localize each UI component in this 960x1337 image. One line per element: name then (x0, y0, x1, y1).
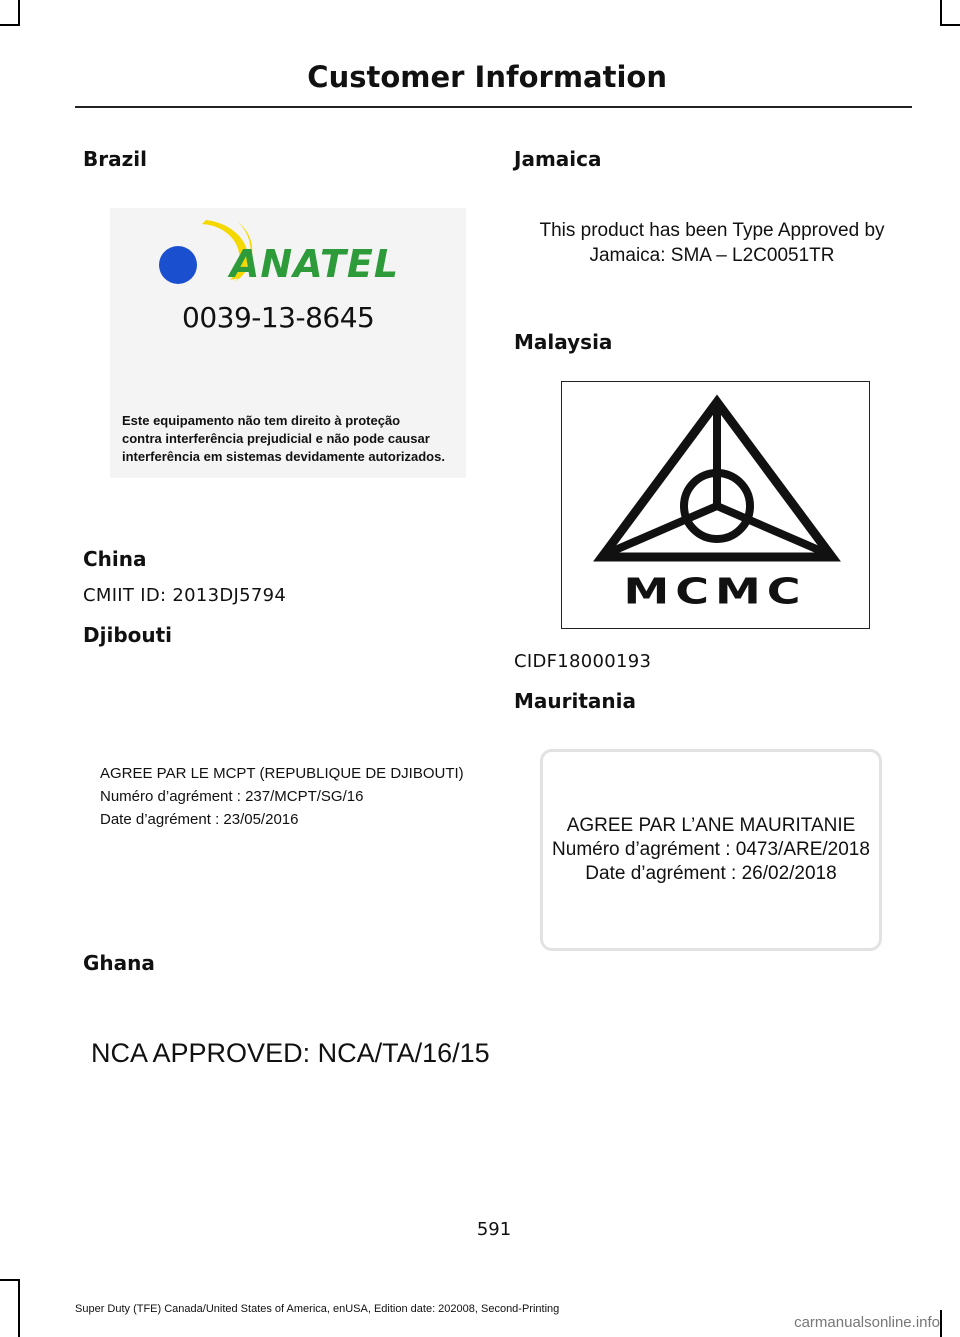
page-title: Customer Information (307, 60, 667, 94)
anatel-notice-line: Este equipamento não tem direito à proteção (122, 413, 401, 428)
footer-edition-text: Super Duty (TFE) Canada/United States of America, enUSA, Edition date: 202008, Second-Printing (75, 1303, 560, 1315)
anatel-notice-line: contra interferência prejudicial e não pode causar (122, 431, 430, 446)
mcmc-logo (561, 381, 870, 629)
jamaica-line: Jamaica: SMA – L2C0051TR (589, 245, 835, 266)
anatel-wordmark: ANATEL (230, 242, 400, 286)
djibouti-line: Date d’agrément : 23/05/2016 (100, 811, 299, 828)
crop-mark (940, 24, 960, 26)
crop-mark (940, 0, 942, 26)
malaysia-cidf: CIDF18000193 (514, 651, 652, 672)
mauritania-text (540, 814, 882, 886)
crop-mark (940, 1310, 942, 1337)
mauritania-approval-label (540, 749, 882, 951)
jamaica-approval (512, 218, 912, 268)
djibouti-line: Numéro d’agrément : 237/MCPT/SG/16 (100, 788, 364, 805)
section-heading-djibouti: Djibouti (83, 623, 173, 647)
mauritania-line: Date d’agrément : 26/02/2018 (585, 863, 837, 884)
header-rule (75, 106, 912, 108)
mauritania-line: AGREE PAR L’ANE MAURITANIE (566, 815, 856, 836)
section-heading-china: China (83, 547, 147, 571)
crop-mark (0, 1279, 20, 1281)
anatel-code: 0039-13-8645 (182, 301, 375, 334)
section-heading-mauritania: Mauritania (514, 689, 637, 713)
anatel-notice-line: interferência em sistemas devidamente autorizados. (122, 449, 445, 464)
djibouti-line: AGREE PAR LE MCPT (REPUBLIQUE DE DJIBOUTI) (100, 765, 464, 782)
watermark: carmanualsonline.info (794, 1314, 940, 1331)
jamaica-line: This product has been Type Approved by (539, 220, 885, 241)
section-heading-brazil: Brazil (83, 147, 147, 171)
anatel-notice (122, 412, 466, 466)
china-cmiit-id: CMIIT ID: 2013DJ5794 (83, 585, 287, 606)
mcmc-triangle-icon (562, 392, 868, 562)
section-heading-jamaica: Jamaica (514, 147, 602, 171)
crop-mark (0, 24, 20, 26)
page-number: 591 (476, 1219, 512, 1240)
anatel-label (110, 208, 466, 478)
ghana-approval: NCA APPROVED: NCA/TA/16/15 (91, 1038, 490, 1068)
mcmc-wordmark: MCMC (623, 570, 807, 613)
crop-mark (18, 0, 20, 26)
section-heading-malaysia: Malaysia (514, 330, 613, 354)
djibouti-approval-label (100, 762, 464, 831)
section-heading-ghana: Ghana (83, 951, 155, 975)
crop-mark (18, 1279, 20, 1337)
mauritania-line: Numéro d’agrément : 0473/ARE/2018 (552, 839, 870, 860)
